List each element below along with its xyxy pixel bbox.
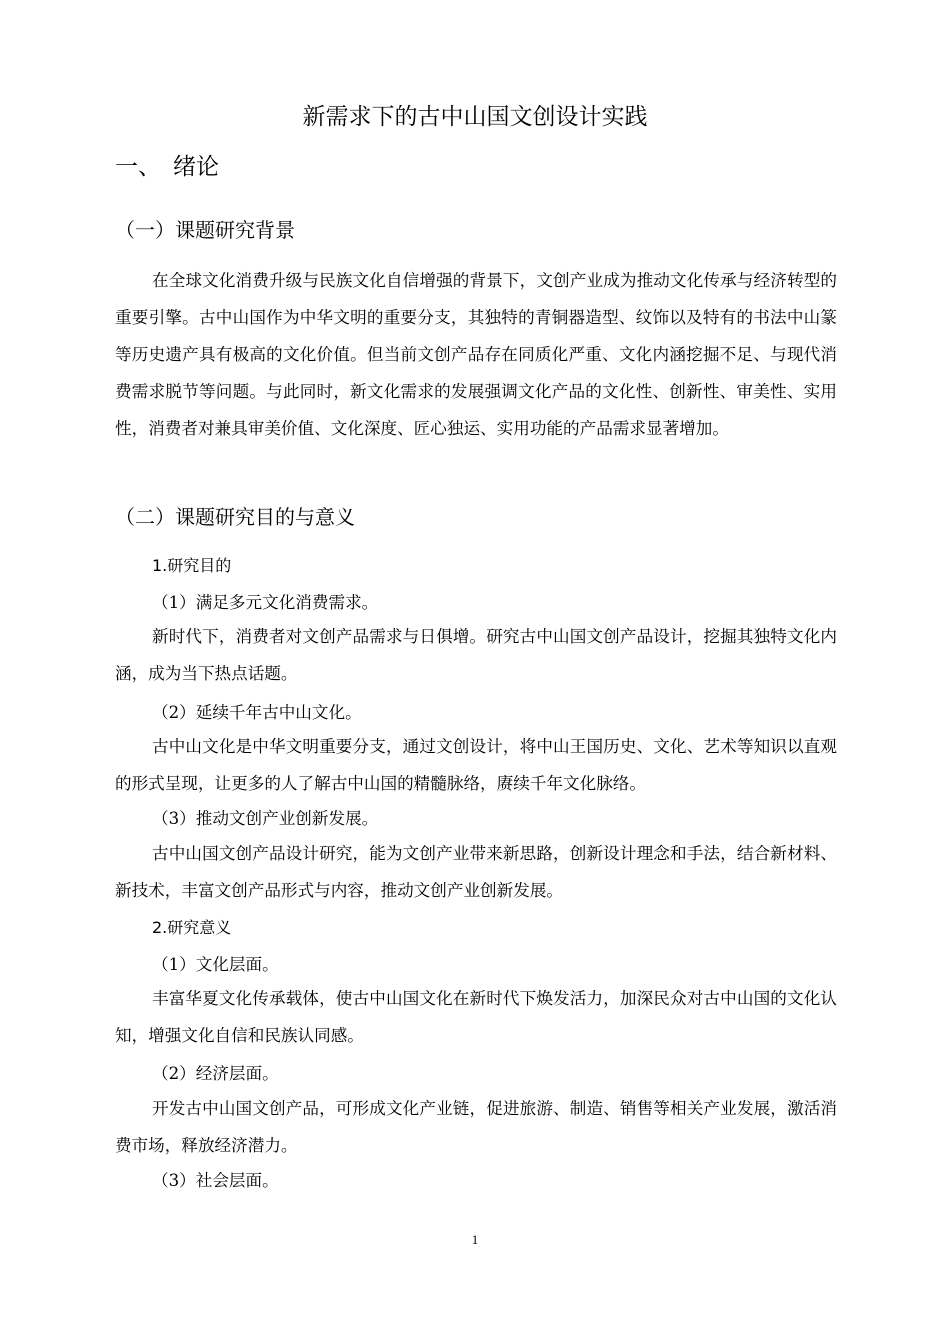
purpose-paragraph-3: 古中山国文创产品设计研究，能为文创产业带来新思路，创新设计理念和手法，结合新材料、新技术，丰富文创产品形式与内容，推动文创产业创新发展。 [115,844,837,900]
purpose-paragraph-2: 古中山文化是中华文明重要分支，通过文创设计，将中山王国历史、文化、艺术等知识以直观的形式呈现，让更多的人了解古中山国的精髓脉络，赓续千年文化脉络。 [115,737,837,793]
significance-paragraph-1: 丰富华夏文化传承载体，使古中山国文化在新时代下焕发活力，加深民众对古中山国的文化认知，增强文化自信和民族认同感。 [115,989,837,1045]
page-number: 1 [471,1232,479,1247]
chapter-heading [115,150,219,184]
purpose-item-1: （1）满足多元文化消费需求。 [152,593,379,612]
chapter-title: 绪论 [173,154,219,180]
chapter-number: 一、 [115,154,161,180]
purpose-item-2: （2）延续千年古中山文化。 [152,703,362,722]
background-paragraph: 在全球文化消费升级与民族文化自信增强的背景下，文创产业成为推动文化传承与经济转型的重要引擎。古中山国作为中华文明的重要分支，其独特的青铜器造型、纹饰以及特有的书法中山篆等历史遗产具有极高的文化价值。但当前文创产品存在同质化严重、文化内涵挖掘不足、与现代消费需求脱节等问题。与此同时，新文化需求的发展强调文化产品的文化性、创新性、审美性、实用性，消费者对兼具审美价值、文化深度、匠心独运、实用功能的产品需求显著增加。 [115,271,837,438]
significance-item-1: （1）文化层面。 [152,955,279,974]
subheading-purpose: 1.研究目的 [152,556,232,575]
significance-item-2: （2）经济层面。 [152,1064,279,1083]
significance-paragraph-2: 开发古中山国文创产品，可形成文化产业链，促进旅游、制造、销售等相关产业发展，激活消费市场，释放经济潜力。 [115,1099,837,1155]
subheading-significance: 2.研究意义 [152,918,232,937]
section-heading-background: （一）课题研究背景 [115,218,295,242]
document-title: 新需求下的古中山国文创设计实践 [302,104,648,130]
significance-item-3: （3）社会层面。 [152,1171,279,1190]
purpose-paragraph-1: 新时代下，消费者对文创产品需求与日俱增。研究古中山国文创产品设计，挖掘其独特文化内涵，成为当下热点话题。 [115,627,837,683]
section-heading-purpose-significance: （二）课题研究目的与意义 [115,505,355,529]
purpose-item-3: （3）推动文创产业创新发展。 [152,809,379,828]
